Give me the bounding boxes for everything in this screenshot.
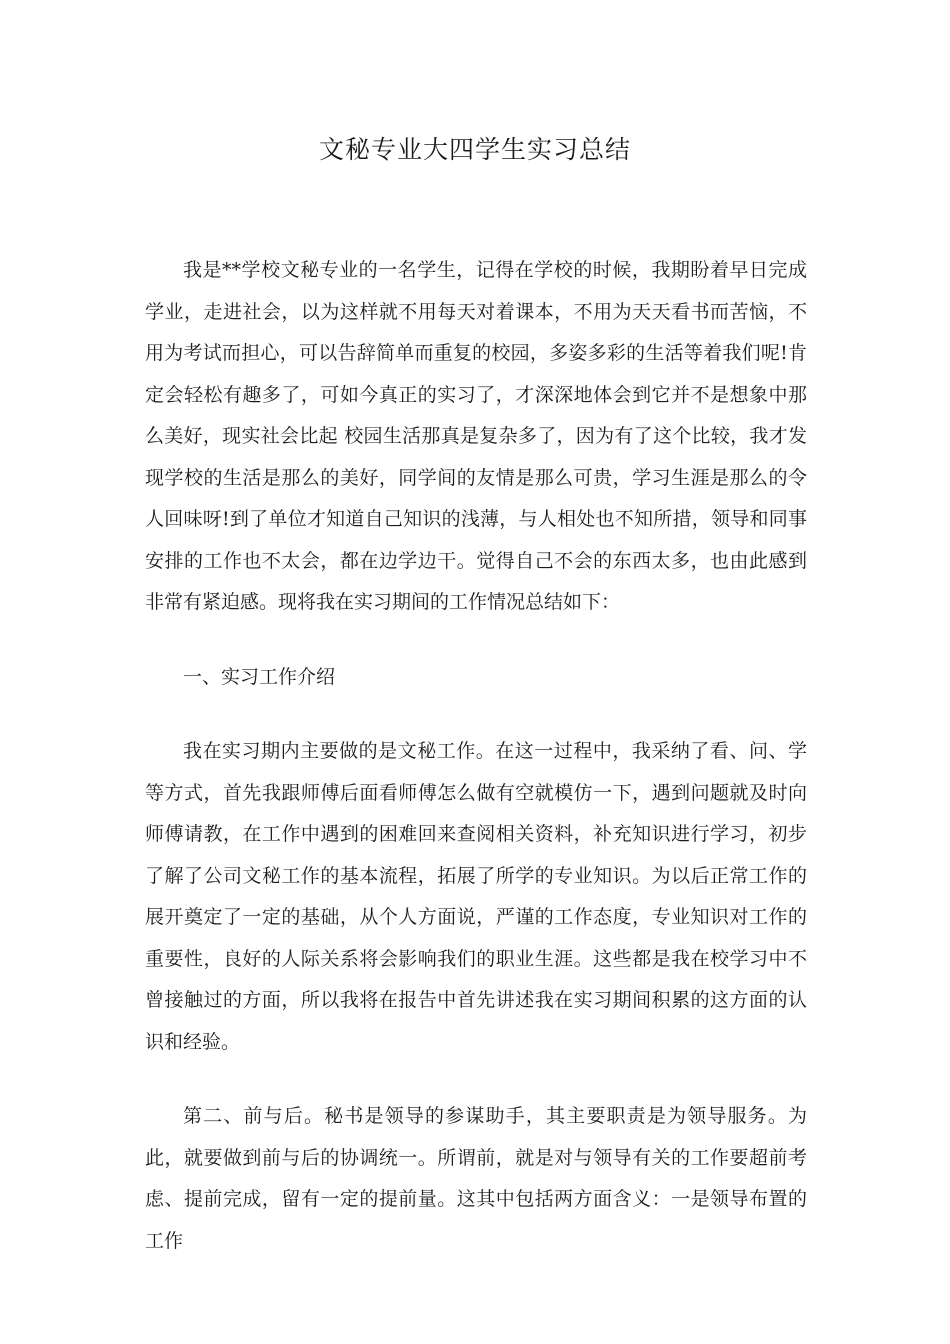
paragraph-work-intro: 我在实习期内主要做的是文秘工作。在这一过程中，我采纳了看、问、学等方式，首先我跟师傅后面看师傅怎么做有空就模仿一下，遇到问题就及时向师傅请教，在工作中遇到的困难回来查阅相关资料，补充知识进行学习，初步了解了公司文秘工作的基本流程，拓展了所学的专业知识。为以后正常工作的展开奠定了一定的基础，从个人方面说，严谨的工作态度，专业知识对工作的重要性，良好的人际关系将会影响我们的职业生涯。这些都是我在校学习中不曾接触过的方面，所以我将在报告中首先讲述我在实习期间积累的这方面的认识和经验。	[145, 740, 807, 1053]
paragraph-front-back: 第二、前与后。秘书是领导的参谋助手，其主要职责是为领导服务。为此，就要做到前与后的协调统一。所谓前，就是对与领导有关的工作要超前考虑、提前完成，留有一定的提前量。这其中包括两方面含义：一是领导布置的工作	[145, 1105, 807, 1252]
document-body	[145, 250, 807, 1262]
section-heading: 一、实习工作介绍	[183, 665, 336, 688]
page-title: 文秘专业大四学生实习总结	[318, 135, 631, 164]
paragraph-gap	[145, 624, 807, 657]
paragraph-gap	[145, 698, 807, 731]
paragraph-gap	[145, 1063, 807, 1096]
paragraph-intro: 我是**学校文秘专业的一名学生，记得在学校的时候，我期盼着早日完成学业，走进社会，以为这样就不用每天对着课本，不用为天天看书而苦恼，不用为考试而担心，可以告辞简单而重复的校园，多姿多彩的生活等着我们呢!肯定会轻松有趣多了，可如今真正的实习了，才深深地体会到它并不是想象中那么美好，现实社会比起 校园生活那真是复杂多了，因为有了这个比较，我才发现学校的生活是那么的美好，同学间的友情是那么可贵，学习生涯是那么的令人回味呀!到了单位才知道自己知识的浅薄，与人相处也不知所措，领导和同事安排的工作也不太会，都在边学边干。觉得自己不会的东西太多，也由此感到非常有紧迫感。现将我在实习期间的工作情况总结如下：	[145, 259, 807, 613]
